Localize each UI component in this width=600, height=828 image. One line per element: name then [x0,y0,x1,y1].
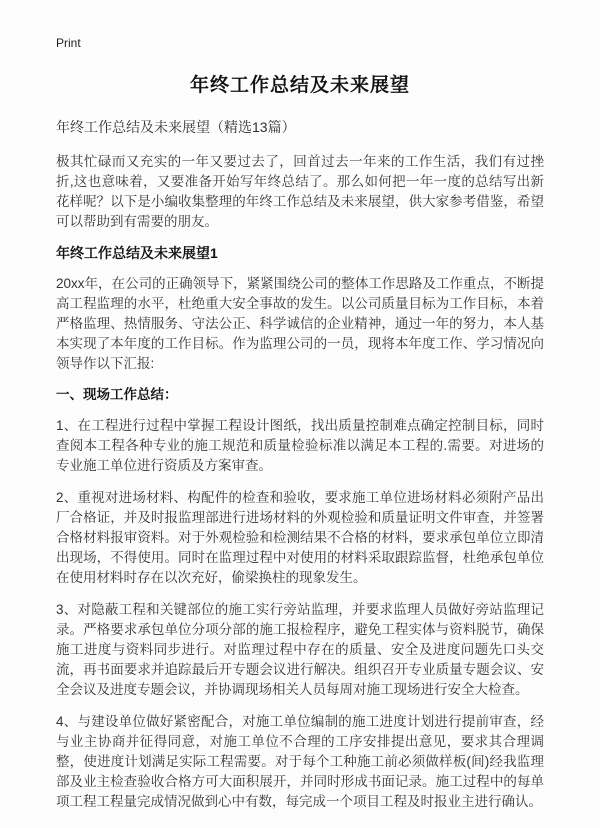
numbered-paragraph: 4、与建设单位做好紧密配合，对施工单位编制的施工进度计划进行提前审查，经与业主协商并征得同意，对施工单位不合理的工序安排提出意见，要求其合理调整，使进度计划满足实际工程需要。对于每个工种施工前必须做样板(间)经我监理部及业主检查验收合格方可大面积展开，并同时形成书面记录。施工过程中的每单项工程工程量完成情况做到心中有数，每完成一个项目工程及时报业主进行确认。 [56,714,544,809]
numbered-paragraph: 2、重视对进场材料、构配件的检查和验收，要求施工单位进场材料必须附产品出厂合格证，并及时报监理部进行进场材料的外观检验和质量证明文件审查，并签署合格材料报审资料。对于外观检验和检测结果不合格的材料，要求承包单位立即清出现场，不得使用。同时在监理过程中对使用的材料采取跟踪监督，杜绝承包单位在使用材料时存在以次充好，偷梁换柱的现象发生。 [56,490,544,585]
numbered-paragraph: 1、在工程进行过程中掌握工程设计图纸，找出质量控制难点确定控制目标，同时查阅本工程各种专业的施工规范和质量检验标准以满足本工程的.需要。对进场的专业施工单位进行资质及方案审查。 [56,418,544,473]
intro-paragraph: 极其忙碌而又充实的一年又要过去了，回首过去一年来的工作生活，我们有过挫折,这也意味着，又要准备开始写年终总结了。那么如何把一年一度的总结写出新花样呢？以下是小编收集整理的年终工作总结及未来展望，供大家参考借鉴，希望可以帮助到有需要的朋友。 [56,154,544,229]
numbered-paragraph: 3、对隐蔽工程和关键部位的施工实行旁站监理，并要求监理人员做好旁站监理记录。严格要求承包单位分项分部的施工报检程序，避免工程实体与资料脱节，确保施工进度与资料同步进行。对监理过程中存在的质量、安全及进度问题先口头交流，再书面要求并追踪最后开专题会议进行解决。组织召开专业质量专题会议、安全会议及进度专题会议，并协调现场相关人员每周对施工现场进行安全大检查。 [56,602,544,697]
document-title: 年终工作总结及未来展望 [189,75,410,96]
section-heading: 年终工作总结及未来展望1 [56,245,218,261]
section-intro-paragraph: 20xx年，在公司的正确领导下，紧紧围绕公司的整体工作思路及工作重点，不断提高工程监理的水平，杜绝重大安全事故的发生。以公司质量目标为工作目标，本着严格监理、热情服务、守法公正、科学诚信的企业精神，通过一年的努力，本人基本实现了本年度的工作目标。作为监理公司的一员，现将本年度工作、学习情况向领导作以下汇报: [56,276,544,371]
print-button[interactable]: Print [56,36,81,50]
document-subtitle: 年终工作总结及未来展望（精选13篇） [56,119,296,135]
subsection-heading: 一、现场工作总结： [56,387,178,402]
